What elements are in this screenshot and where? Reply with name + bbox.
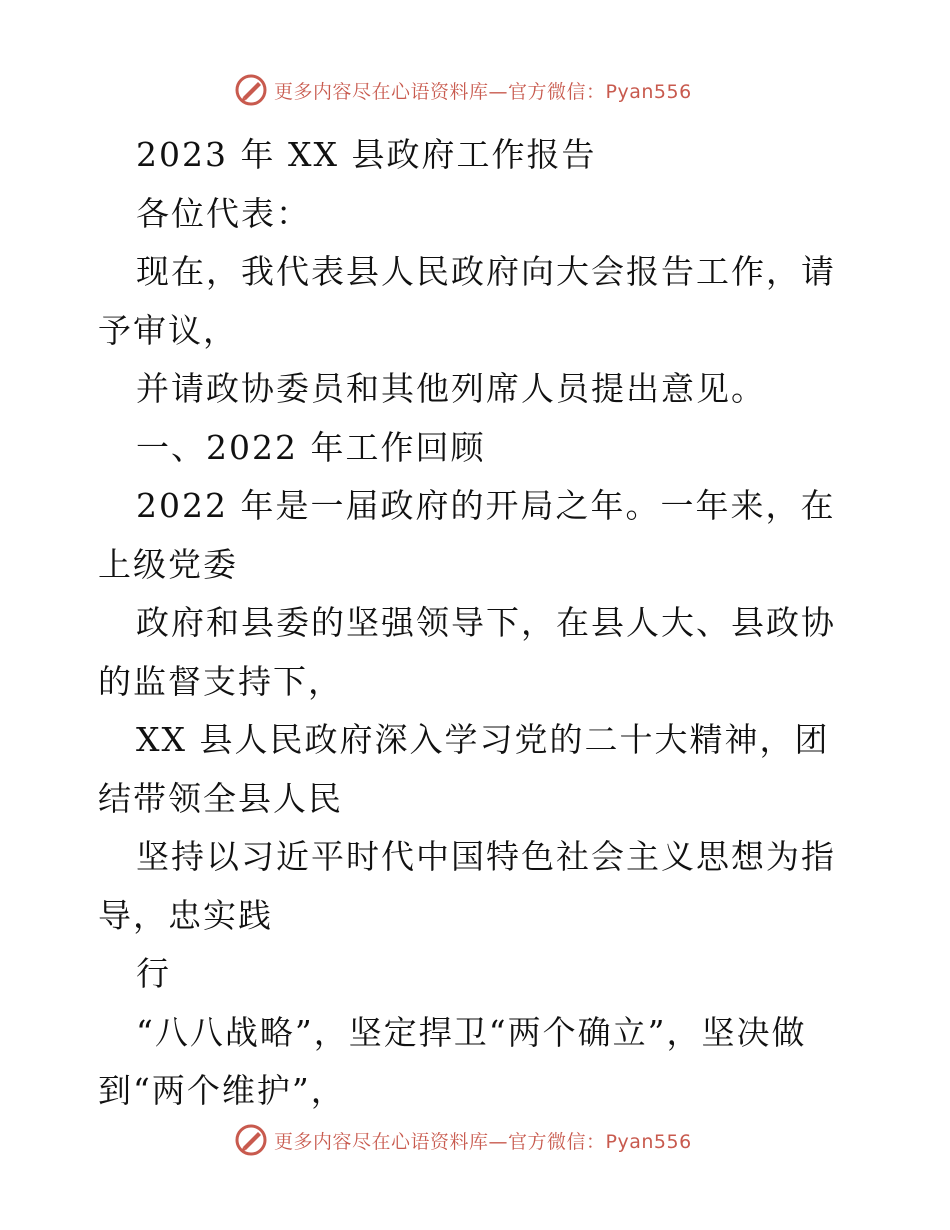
paragraph: 政府和县委的坚强领导下，在县人大、县政协的监督支持下，: [98, 603, 836, 701]
watermark-text: 更多内容尽在心语资料库—官方微信：Pyan556: [274, 80, 692, 103]
paragraph: XX 县人民政府深入学习党的二十大精神，团结带领全县人民: [98, 720, 830, 818]
paragraph: 2022 年是一届政府的开局之年。一年来，在上级党委: [98, 486, 836, 584]
salutation: 各位代表：: [136, 193, 311, 233]
section-heading: 一、2022 年工作回顾: [136, 427, 486, 467]
watermark-text: 更多内容尽在心语资料库—官方微信：Pyan556: [274, 1130, 692, 1153]
paragraph: 坚持以习近平时代中国特色社会主义思想为指导，忠实践: [98, 837, 836, 935]
header-watermark: [234, 72, 692, 108]
document-body: [98, 126, 858, 1121]
paragraph: 行: [136, 954, 171, 993]
footer-watermark: [234, 1122, 692, 1158]
red-pen-circle-icon: [234, 73, 268, 107]
paragraph: “八八战略”，坚定捍卫“两个确立”，坚决做到“两个维护”，: [98, 1012, 807, 1110]
paragraph: 并请政协委员和其他列席人员提出意见。: [136, 369, 766, 408]
red-pen-circle-icon: [234, 1123, 268, 1157]
paragraph: 现在，我代表县人民政府向大会报告工作，请予审议，: [98, 252, 836, 350]
document-title: 2023 年 XX 县政府工作报告: [136, 135, 597, 174]
